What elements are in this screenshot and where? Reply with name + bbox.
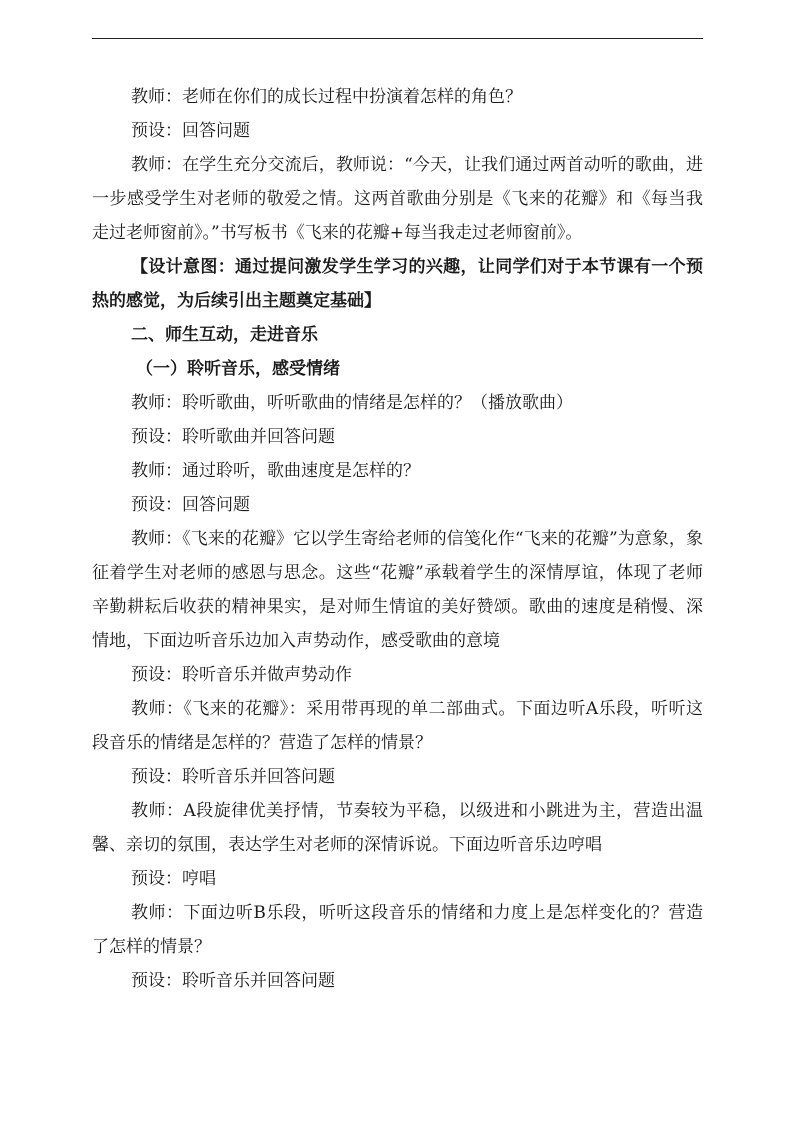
header-rule [92, 38, 703, 39]
paragraph-teacher-section-a: 教师：《飞来的花瓣》：采用带再现的单二部曲式。下面边听A乐段，听听这段音乐的情绪是怎样的？营造了怎样的情景？ [92, 699, 703, 753]
paragraph-teacher-listen: 教师：聆听歌曲，听听歌曲的情绪是怎样的？（播放歌曲） [131, 393, 573, 413]
paragraph-preset-section-b: 预设：聆听音乐并回答问题 [131, 971, 335, 991]
paragraph-teacher-tempo: 教师：通过聆听，歌曲速度是怎样的？ [131, 461, 420, 481]
paragraph-preset-listen: 预设：聆听歌曲并回答问题 [131, 427, 335, 447]
paragraph-teacher-question: 教师：老师在你们的成长过程中扮演着怎样的角色？ [131, 87, 522, 107]
subsection-heading: （一）聆听音乐，感受情绪 [136, 359, 340, 379]
paragraph-preset-hum: 预设：哼唱 [131, 869, 216, 889]
section-heading: 二、师生互动，走进音乐 [131, 325, 318, 345]
paragraph-teacher-section-b: 教师：下面边听B乐段，听听这段音乐的情绪和力度上是怎样变化的？营造了怎样的情景？ [92, 903, 703, 957]
paragraph-preset-section-a: 预设：聆听音乐并回答问题 [131, 767, 335, 787]
paragraph-teacher-intro: 教师：在学生充分交流后，教师说：“今天，让我们通过两首动听的歌曲，进一步感受学生对老师的敬爱之情。这两首歌曲分别是《飞来的花瓣》和《每当我走过老师窗前》。”书写板书《飞来的花瓣+每当我走过老师窗前》。 [92, 155, 703, 243]
design-intent-note: 【设计意图：通过提问激发学生学习的兴趣，让同学们对于本节课有一个预热的感觉，为后续引出主题奠定基础】 [92, 257, 703, 311]
paragraph-preset-answer: 预设：回答问题 [131, 121, 250, 141]
paragraph-teacher-melody: 教师：A段旋律优美抒情，节奏较为平稳，以级进和小跳进为主，营造出温馨、亲切的氛围，表达学生对老师的深情诉说。下面边听音乐边哼唱 [92, 801, 703, 855]
paragraph-teacher-song-meaning: 教师：《飞来的花瓣》它以学生寄给老师的信笺化作“飞来的花瓣”为意象，象征着学生对老师的感恩与思念。这些“花瓣”承载着学生的深情厚谊，体现了老师辛勤耕耘后收获的精神果实，是对师生情谊的美好赞颂。歌曲的速度是稍慢、深情地，下面边听音乐边加入声势动作，感受歌曲的意境 [92, 529, 703, 651]
paragraph-preset-gesture: 预设：聆听音乐并做声势动作 [131, 665, 352, 685]
document-body [92, 80, 703, 998]
paragraph-preset-tempo: 预设：回答问题 [131, 495, 250, 515]
